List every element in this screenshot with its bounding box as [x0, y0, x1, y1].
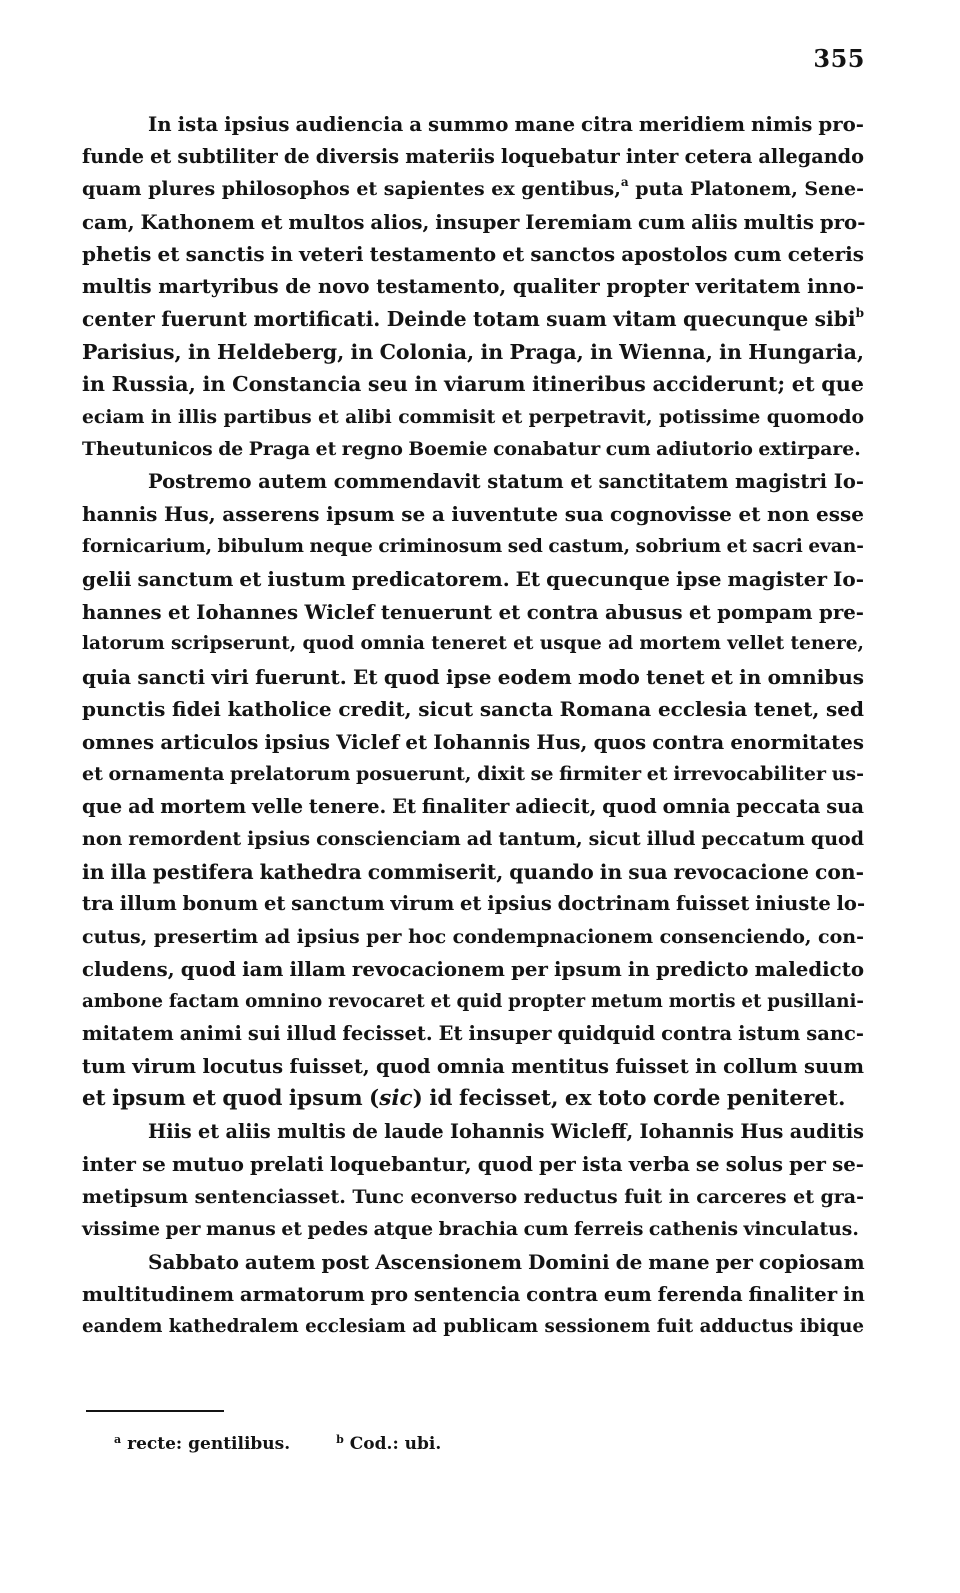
- text-line: que ad mortem velle tenere. Et finaliter adiecit, quod omnia peccata sua: [82, 794, 864, 818]
- footnote-marker: b: [855, 306, 864, 320]
- text-line: non remordent ipsius conscienciam ad tantum, sicut illud peccatum quod: [82, 828, 864, 850]
- text-line: gelii sanctum et iustum predicatorem. Et quecunque ipse magister Io-: [82, 567, 864, 591]
- footnote-text: Cod.: ubi.: [349, 1434, 442, 1454]
- text-line: punctis fidei katholice credit, sicut sancta Romana ecclesia tenet, sed: [82, 697, 864, 721]
- text-segment: ) id fecisset, ex toto corde peniteret.: [412, 1086, 846, 1111]
- text-line: eciam in illis partibus et alibi commisit et perpetravit, potissime quomodo: [82, 405, 864, 428]
- text-line: et ornamenta prelatorum posuerunt, dixit se firmiter et irrevocabiliter us-: [82, 763, 864, 785]
- text-line: In ista ipsius audiencia a summo mane citra meridiem nimis pro-: [148, 112, 864, 136]
- text-line: ambone factam omnino revocaret et quid propter metum mortis et pusillani-: [82, 990, 864, 1012]
- text-line: latorum scripserunt, quod omnia teneret et usque ad mortem vellet tenere,: [82, 633, 864, 654]
- text-line: metipsum sentenciasset. Tunc econverso reductus fuit in carceres et gra-: [82, 1185, 864, 1208]
- text-segment: center fuerunt mortificati. Deinde totam suam vitam quecunque sibi: [82, 307, 856, 331]
- text-line: quia sancti viri fuerunt. Et quod ipse eodem modo tenet et in omnibus: [82, 664, 864, 689]
- text-line: hannes et Iohannes Wiclef tenuerunt et contra abusus et pompam pre-: [82, 599, 864, 624]
- footnote-a: [114, 1433, 290, 1454]
- text-line: Postremo autem commendavit statum et sanctitatem magistri Io-: [148, 469, 864, 493]
- text-line: inter se mutuo prelati loquebantur, quod per ista verba se solus per se-: [82, 1152, 864, 1176]
- text-line: cutus, presertim ad ipsius per hoc condempnacionem consenciendo, con-: [82, 925, 864, 948]
- text-line: vissime per manus et pedes atque brachia cum ferreis cathenis vinculatus.: [82, 1218, 859, 1240]
- footnotes: [114, 1433, 441, 1454]
- text-line: [82, 303, 864, 336]
- text-line: Theutunicos de Praga et regno Boemie conabatur cum adiutorio extirpare.: [82, 438, 861, 460]
- text-line: multis martyribus de novo testamento, qualiter propter veritatem inno-: [82, 274, 864, 298]
- footnote-divider: [86, 1410, 224, 1412]
- footnote-b: [336, 1433, 441, 1454]
- text-segment: et ipsum et quod ipsum (: [82, 1086, 380, 1111]
- text-segment: puta Platonem, Sene-: [635, 178, 864, 200]
- text-line: tum virum locutus fuisset, quod omnia mentitus fuisset in collum suum: [82, 1054, 864, 1078]
- text-line: mitatem animi sui illud fecisset. Et insuper quidquid contra istum sanc-: [82, 1022, 864, 1045]
- text-line: phetis et sanctis in veteri testamento et sanctos apostolos cum ceteris: [82, 242, 864, 266]
- text-line: in Russia, in Constancia seu in viarum itineribus acciderunt; et que: [82, 372, 864, 396]
- text-line: cam, Kathonem et multos alios, insuper Ieremiam cum aliis multis pro-: [82, 209, 866, 234]
- text-line: Hiis et aliis multis de laude Iohannis Wicleff, Iohannis Hus auditis: [148, 1119, 864, 1143]
- text-line: tra illum bonum et sanctum virum et ipsius doctrinam fuisset iniuste lo-: [82, 892, 866, 915]
- text-line: [82, 1083, 864, 1116]
- text-line: in illa pestifera kathedra commiserit, quando in sua revocacione con-: [82, 859, 864, 884]
- text-line: Sabbato autem post Ascensionem Domini de mane per copiosam: [148, 1249, 865, 1274]
- text-line: eandem kathedralem ecclesiam ad publicam sessionem fuit adductus ibique: [82, 1315, 864, 1337]
- footnote-label: a: [114, 1433, 122, 1446]
- text-segment: quam plures philosophos et sapientes ex gentibus,: [82, 178, 621, 200]
- text-line: fornicarium, bibulum neque criminosum sed castum, sobrium et sacri evan-: [82, 535, 864, 557]
- text-line: omnes articulos ipsius Viclef et Iohannis Hus, quos contra enormitates: [82, 729, 864, 754]
- text-line: funde et subtiliter de diversis materiis loquebatur inter cetera allegando: [82, 144, 864, 168]
- footnote-marker: a: [620, 175, 629, 189]
- text-line: multitudinem armatorum pro sentencia contra eum ferenda finaliter in: [82, 1282, 865, 1306]
- text-line: cludens, quod iam illam revocacionem per ipsum in predicto maledicto: [82, 957, 864, 981]
- text-line: Parisius, in Heldeberg, in Colonia, in Praga, in Wienna, in Hungaria,: [82, 339, 864, 364]
- footnote-text: recte: gentilibus.: [127, 1434, 291, 1454]
- sic-annotation: sic: [379, 1086, 413, 1111]
- body-text: [82, 108, 864, 1343]
- text-line: [82, 173, 864, 206]
- page-number: 355: [813, 44, 865, 73]
- footnote-label: b: [336, 1433, 344, 1446]
- text-line: hannis Hus, asserens ipsum se a iuventute sua cognovisse et non esse: [82, 502, 864, 526]
